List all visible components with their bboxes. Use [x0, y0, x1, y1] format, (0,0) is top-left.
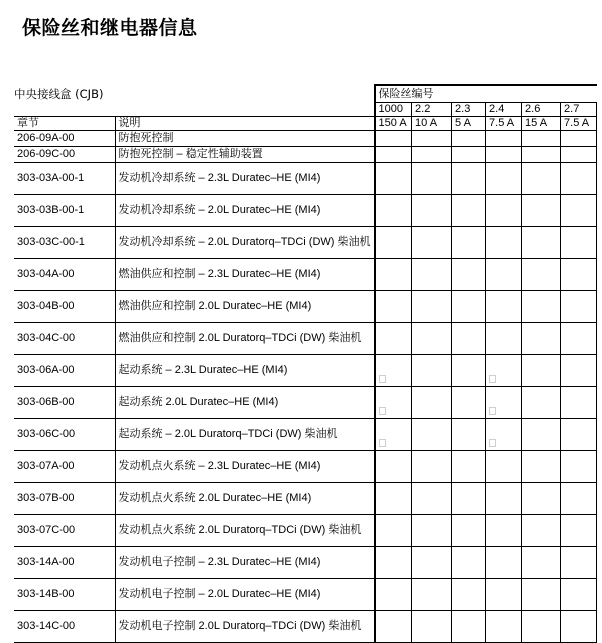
fuse-mark-cell — [412, 322, 452, 354]
fuse-mark-cell — [452, 258, 486, 290]
fuse-mark-cell — [412, 130, 452, 146]
fuse-mark-cell — [412, 578, 452, 610]
table-row — [14, 514, 597, 546]
fuse-mark-cell — [561, 386, 597, 418]
fuse-id-row — [14, 102, 597, 116]
junction-box-label: 中央接线盒 (CJB) — [14, 87, 104, 101]
fuse-mark-cell — [486, 610, 522, 642]
fuse-mark-cell — [561, 354, 597, 386]
description-cell: 发动机点火系统 – 2.3L Duratec–HE (MI4) — [115, 450, 375, 482]
fuse-mark-cell — [522, 578, 561, 610]
fuse-mark-cell — [522, 322, 561, 354]
fuse-mark-cell — [375, 322, 412, 354]
fuse-mark-cell — [412, 162, 452, 194]
fuse-mark-cell — [522, 418, 561, 450]
fuse-mark-cell — [486, 130, 522, 146]
fuse-mark-cell — [561, 146, 597, 162]
description-cell: 燃油供应和控制 2.0L Duratec–HE (MI4) — [115, 290, 375, 322]
table-row — [14, 258, 597, 290]
fuse-mark-cell — [452, 450, 486, 482]
fuse-mark-cell — [561, 290, 597, 322]
fuse-mark-cell — [522, 290, 561, 322]
fuse-mark-cell — [522, 610, 561, 642]
fuse-mark-cell — [486, 546, 522, 578]
table-row — [14, 610, 597, 642]
fuse-mark-cell — [522, 386, 561, 418]
chapter-cell: 303-06A-00 — [14, 354, 115, 386]
chapter-cell: 303-06C-00 — [14, 418, 115, 450]
fuse-mark-cell — [452, 162, 486, 194]
description-cell: 发动机点火系统 2.0L Duratec–HE (MI4) — [115, 482, 375, 514]
fuse-mark-cell — [375, 578, 412, 610]
chapter-cell: 206-09A-00 — [14, 130, 115, 146]
fuse-mark-cell — [522, 162, 561, 194]
fuse-mark-cell — [522, 450, 561, 482]
fuse-mark-cell — [522, 258, 561, 290]
fuse-mark-cell — [412, 354, 452, 386]
description-cell: 发动机点火系统 2.0L Duratorq–TDCi (DW) 柴油机 — [115, 514, 375, 546]
fuse-mark-cell — [561, 482, 597, 514]
fuse-mark-cell — [375, 610, 412, 642]
fuse-rating: 10 A — [412, 116, 452, 130]
table-row — [14, 546, 597, 578]
fuse-mark-cell — [561, 258, 597, 290]
chapter-cell: 303-07B-00 — [14, 482, 115, 514]
fuse-rating-row — [14, 116, 597, 130]
fuse-mark-cell — [486, 354, 522, 386]
description-cell: 发动机电子控制 – 2.3L Duratec–HE (MI4) — [115, 546, 375, 578]
fuse-mark-cell — [452, 354, 486, 386]
chapter-cell: 303-03A-00-1 — [14, 162, 115, 194]
fuse-mark-cell — [452, 578, 486, 610]
table-row — [14, 354, 597, 386]
fuse-mark-cell — [452, 610, 486, 642]
fuse-mark-cell — [561, 322, 597, 354]
fuse-rating: 15 A — [522, 116, 561, 130]
fuse-mark-cell — [561, 610, 597, 642]
chapter-cell: 206-09C-00 — [14, 146, 115, 162]
chapter-cell: 303-03B-00-1 — [14, 194, 115, 226]
description-cell: 防抱死控制 — [115, 130, 375, 146]
table-row — [14, 482, 597, 514]
fuse-mark-cell — [452, 482, 486, 514]
chapter-cell: 303-14C-00 — [14, 610, 115, 642]
fuse-used-marker-icon — [489, 407, 496, 415]
table-row — [14, 322, 597, 354]
fuse-mark-cell — [412, 450, 452, 482]
description-cell: 起动系统 – 2.3L Duratec–HE (MI4) — [115, 354, 375, 386]
fuse-rating: 7.5 A — [561, 116, 597, 130]
fuse-mark-cell — [486, 146, 522, 162]
description-cell: 发动机冷却系统 – 2.3L Duratec–HE (MI4) — [115, 162, 375, 194]
fuse-mark-cell — [452, 226, 486, 258]
fuse-used-marker-icon — [379, 407, 386, 415]
chapter-cell: 303-04C-00 — [14, 322, 115, 354]
fuse-mark-cell — [375, 258, 412, 290]
fuse-mark-cell — [412, 258, 452, 290]
description-cell: 发动机冷却系统 – 2.0L Duratorq–TDCi (DW) 柴油机 — [115, 226, 375, 258]
fuse-mark-cell — [412, 482, 452, 514]
fuse-mark-cell — [412, 146, 452, 162]
description-cell: 发动机冷却系统 – 2.0L Duratec–HE (MI4) — [115, 194, 375, 226]
chapter-cell: 303-06B-00 — [14, 386, 115, 418]
fuse-mark-cell — [452, 194, 486, 226]
fuse-mark-cell — [486, 450, 522, 482]
fuse-mark-cell — [522, 482, 561, 514]
fuse-mark-cell — [561, 194, 597, 226]
fuse-mark-cell — [486, 514, 522, 546]
fuse-id: 2.2 — [412, 102, 452, 116]
fuse-mark-cell — [375, 514, 412, 546]
fuse-mark-cell — [452, 418, 486, 450]
chapter-cell: 303-14B-00 — [14, 578, 115, 610]
chapter-cell: 303-07A-00 — [14, 450, 115, 482]
chapter-header: 章节 — [14, 116, 115, 130]
fuse-mark-cell — [561, 546, 597, 578]
fuse-mark-cell — [375, 194, 412, 226]
fuse-mark-cell — [375, 226, 412, 258]
fuse-mark-cell — [412, 290, 452, 322]
table-row — [14, 226, 597, 258]
fuse-id: 1000 — [375, 102, 412, 116]
fuse-mark-cell — [375, 450, 412, 482]
table-row — [14, 418, 597, 450]
fuse-mark-cell — [522, 354, 561, 386]
description-cell: 起动系统 – 2.0L Duratorq–TDCi (DW) 柴油机 — [115, 418, 375, 450]
fuse-mark-cell — [452, 386, 486, 418]
fuse-mark-cell — [522, 226, 561, 258]
table-row — [14, 130, 597, 146]
fuse-mark-cell — [452, 322, 486, 354]
chapter-cell: 303-04B-00 — [14, 290, 115, 322]
fuse-mark-cell — [375, 290, 412, 322]
chapter-cell: 303-04A-00 — [14, 258, 115, 290]
description-cell: 防抱死控制 – 稳定性辅助装置 — [115, 146, 375, 162]
fuse-mark-cell — [412, 546, 452, 578]
fuse-mark-cell — [375, 546, 412, 578]
fuse-mark-cell — [375, 482, 412, 514]
fuse-mark-cell — [375, 354, 412, 386]
description-cell: 燃油供应和控制 2.0L Duratorq–TDCi (DW) 柴油机 — [115, 322, 375, 354]
fuse-mark-cell — [452, 130, 486, 146]
chapter-cell: 303-03C-00-1 — [14, 226, 115, 258]
fuse-mark-cell — [452, 290, 486, 322]
fuse-mark-cell — [522, 514, 561, 546]
fuse-mark-cell — [375, 162, 412, 194]
fuse-mark-cell — [412, 610, 452, 642]
fuse-mark-cell — [522, 146, 561, 162]
fuse-mark-cell — [452, 546, 486, 578]
table-row — [14, 146, 597, 162]
fuse-mark-cell — [412, 418, 452, 450]
fuse-mark-cell — [486, 290, 522, 322]
fuse-number-header: 保险丝编号 — [375, 85, 597, 102]
fuse-mark-cell — [561, 450, 597, 482]
fuse-used-marker-icon — [489, 439, 496, 447]
fuse-mark-cell — [486, 418, 522, 450]
fuse-used-marker-icon — [489, 375, 496, 383]
fuse-mark-cell — [412, 226, 452, 258]
fuse-id: 2.6 — [522, 102, 561, 116]
fuse-mark-cell — [522, 546, 561, 578]
fuse-mark-cell — [486, 258, 522, 290]
table-row — [14, 194, 597, 226]
description-cell: 发动机电子控制 2.0L Duratorq–TDCi (DW) 柴油机 — [115, 610, 375, 642]
fuse-mark-cell — [486, 386, 522, 418]
fuse-mark-cell — [375, 130, 412, 146]
table-body — [14, 85, 597, 642]
fuse-id: 2.7 — [561, 102, 597, 116]
fuse-mark-cell — [486, 482, 522, 514]
fuse-mark-cell — [561, 578, 597, 610]
fuse-mark-cell — [522, 194, 561, 226]
fuse-mark-cell — [561, 418, 597, 450]
fuse-mark-cell — [486, 578, 522, 610]
fuse-mark-cell — [375, 146, 412, 162]
table-row — [14, 290, 597, 322]
fuse-rating: 5 A — [452, 116, 486, 130]
description-cell: 发动机电子控制 – 2.0L Duratec–HE (MI4) — [115, 578, 375, 610]
fuse-mark-cell — [375, 418, 412, 450]
fuse-mark-cell — [486, 162, 522, 194]
table-row — [14, 162, 597, 194]
description-cell: 起动系统 2.0L Duratec–HE (MI4) — [115, 386, 375, 418]
fuse-id: 2.3 — [452, 102, 486, 116]
fuse-used-marker-icon — [379, 439, 386, 447]
description-header: 说明 — [115, 116, 375, 130]
fuse-mark-cell — [486, 322, 522, 354]
table-row — [14, 386, 597, 418]
description-cell: 燃油供应和控制 – 2.3L Duratec–HE (MI4) — [115, 258, 375, 290]
chapter-cell: 303-14A-00 — [14, 546, 115, 578]
fuse-mark-cell — [412, 514, 452, 546]
fuse-relay-table — [14, 84, 597, 643]
chapter-cell: 303-07C-00 — [14, 514, 115, 546]
fuse-mark-cell — [452, 514, 486, 546]
fuse-mark-cell — [486, 226, 522, 258]
fuse-mark-cell — [522, 130, 561, 146]
fuse-rating: 150 A — [375, 116, 412, 130]
page-title: 保险丝和继电器信息 — [22, 17, 198, 39]
fuse-mark-cell — [561, 514, 597, 546]
table-row — [14, 450, 597, 482]
fuse-id: 2.4 — [486, 102, 522, 116]
fuse-mark-cell — [412, 386, 452, 418]
fuse-mark-cell — [452, 146, 486, 162]
fuse-used-marker-icon — [379, 375, 386, 383]
table-row — [14, 578, 597, 610]
fuse-mark-cell — [561, 162, 597, 194]
fuse-rating: 7.5 A — [486, 116, 522, 130]
fuse-mark-cell — [375, 386, 412, 418]
fuse-mark-cell — [486, 194, 522, 226]
fuse-mark-cell — [412, 194, 452, 226]
fuse-mark-cell — [561, 130, 597, 146]
fuse-mark-cell — [561, 226, 597, 258]
